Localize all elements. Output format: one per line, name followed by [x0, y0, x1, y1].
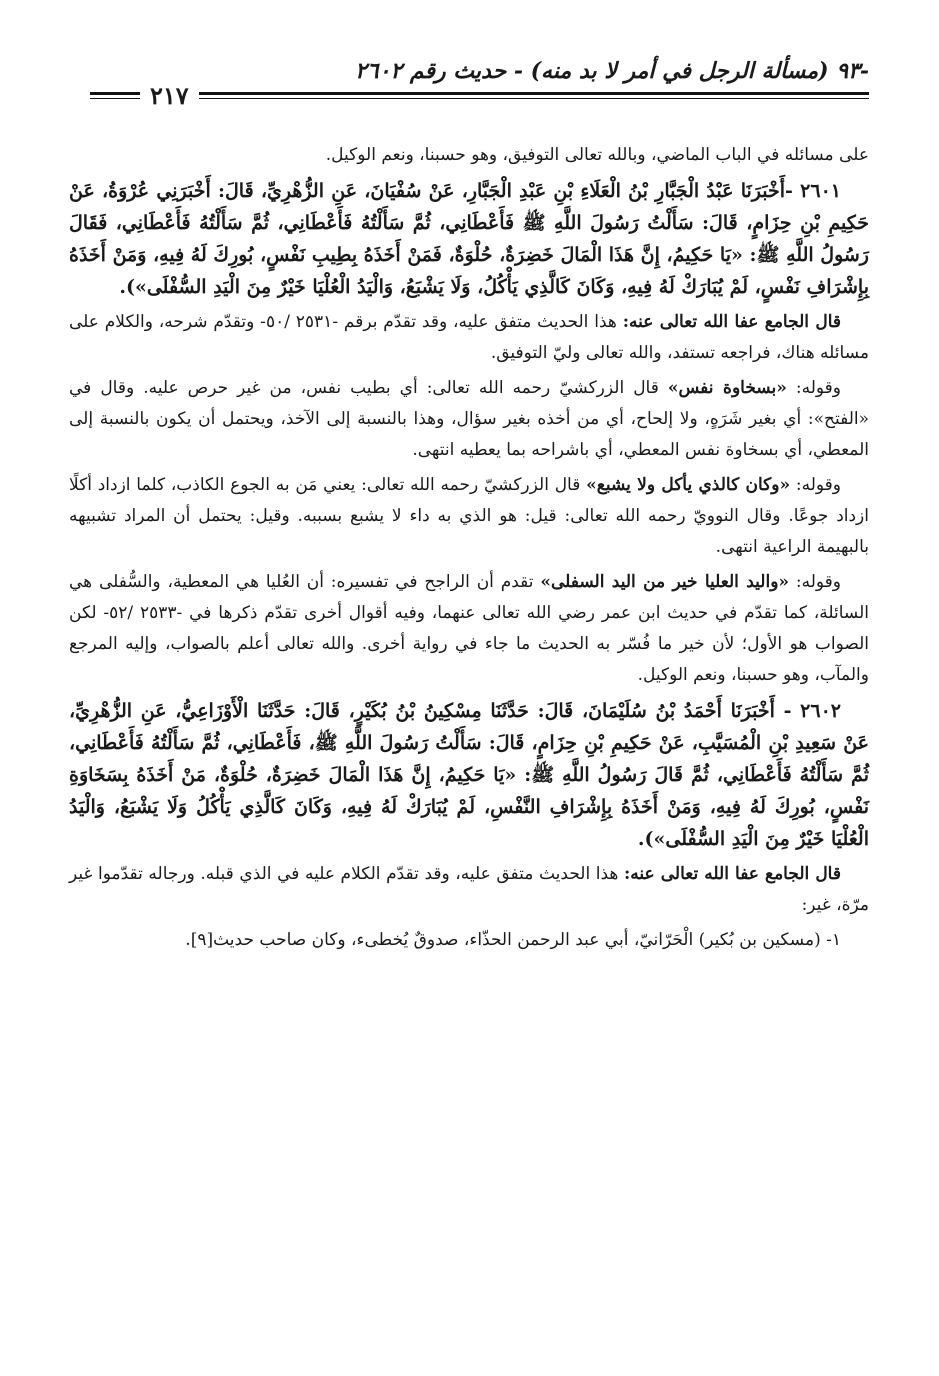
running-title: -٩٣ (مسألة الرجل في أمر لا بد منه) - حديث رقم ٢٦٠٢	[354, 58, 869, 84]
commentary-2	[69, 373, 869, 466]
narrator-note: ١- (مسكين بن بُكير) الْحَرّانيّ، أبي عبد الرحمن الحذّاء، صدوقٌ يُخطىء، وكان صاحب حديث[٩].	[185, 930, 841, 950]
commentary-lead: قال الجامع عفا الله تعالى عنه:	[622, 312, 842, 332]
commentary-lead: قال الجامع عفا الله تعالى عنه:	[623, 864, 841, 884]
paragraph-intro: على مسائله في الباب الماضي، وبالله تعالى التوفيق، وهو حسبنا، ونعم الوكيل.	[325, 145, 869, 165]
commentary-quote: «وكان كالذي يأكل ولا يشبع»	[586, 475, 791, 495]
commentary-1	[69, 307, 869, 369]
page-header	[90, 44, 869, 110]
commentary-text: قال الزركشيّ رحمه الله تعالى: أي بطيب نفس، من غير حرص عليه. وقال في «الفتح»: أي بغير شَرَهٍ، ولا إلحاح، أي من أخذه بغير سؤال، وهذا بالنسبة إلى الآخذ، ويحتمل أن يكون بالنسبة إلى المعطي، أي بسخاوة نفس المعطي، أي باشراحه بما يعطيه انتهى.	[69, 378, 869, 460]
header-rule-thin	[90, 98, 869, 99]
commentary-quote: «بسخاوة نفس»	[667, 378, 787, 398]
commentary-3	[69, 470, 869, 563]
commentary-4	[69, 567, 869, 691]
hadith-2602: ٢٦٠٢ - أَخْبَرَنَا أَحْمَدُ بْنُ سُلَيْمَانَ، قَالَ: حَدَّثَنَا مِسْكِينُ بْنُ بُكَيْرٍ، قَالَ: حَدَّثَنَا الْأَوْزَاعِيُّ، عَنِ الزُّهْرِيِّ، عَنْ سَعِيدِ بْنِ الْمُسَيَّبِ، عَنْ حَكِيمِ بْنِ حِزَامٍ، قَالَ: سَأَلْتُ رَسُولَ اللَّهِ ﷺ، فَأَعْطَانِي، ثُمَّ سَأَلْتُهُ فَأَعْطَانِي، ثُمَّ سَأَلْتُهُ فَأَعْطَانِي، ثُمَّ قَالَ رَسُولُ اللَّهِ ﷺ: «يَا حَكِيمُ، إِنَّ هَذَا الْمَالَ خَضِرَةٌ، حُلْوَةٌ، مَنْ أَخَذَهُ بِسَخَاوَةِ نَفْسٍ، بُورِكَ لَهُ فِيهِ، وَمَنْ أَخَذَهُ بِإِشْرَافِ النَّفْسِ، لَمْ يُبَارَكْ لَهُ فِيهِ، وَكَانَ كَالَّذِي يَأْكُلُ وَلَا يَشْبَعُ، وَالْيَدُ الْعُلْيَا خَيْرٌ مِنَ الْيَدِ السُّفْلَى»).	[69, 700, 869, 850]
commentary-prefix: وقوله:	[786, 378, 842, 398]
commentary-text: تقدم أن الراجح في تفسيره: أن العُليا هي المعطية، والسُّفلى هي السائلة، كما تقدّم في حديث ابن عمر رضي الله تعالى عنهما، وفيه أقوال أخرى تقدّم ذكرها في -٢٥٣٣ /٥٢- لكن الصواب هو الأول؛ لأن خير ما فُسّر به الحديث ما جاء في رواية أخرى. والله تعالى أعلم بالصواب، وإليه المرجع والمآب، وهو حسبنا، ونعم الوكيل.	[69, 572, 869, 685]
commentary-prefix: وقوله:	[790, 475, 841, 495]
commentary-5	[69, 859, 869, 921]
page-body	[69, 140, 869, 960]
commentary-text: هذا الحديث متفق عليه، وقد تقدّم برقم -٢٥٣١ /٥٠- وتقدّم شرحه، والكلام على مسائله هناك، فراجعه تستفد، والله تعالى وليّ التوفيق.	[69, 312, 869, 363]
header-rule-thick	[90, 92, 869, 95]
commentary-prefix: وقوله:	[789, 572, 842, 592]
page-number: ٢١٧	[140, 81, 199, 110]
commentary-quote: «واليد العليا خير من اليد السفلى»	[540, 572, 790, 592]
hadith-2601: ٢٦٠١ -أَخْبَرَنَا عَبْدُ الْجَبَّارِ بْنُ الْعَلَاءِ بْنِ عَبْدِ الْجَبَّارِ، عَنْ سُفْيَانَ، عَنِ الزُّهْرِيِّ، قَالَ: أَخْبَرَنِي عُرْوَةُ، عَنْ حَكِيمِ بْنِ حِزَامٍ، قَالَ: سَأَلْتُ رَسُولَ اللَّهِ ﷺ فَأَعْطَانِي، ثُمَّ سَأَلْتُهُ فَأَعْطَانِي، ثُمَّ سَأَلْتُهُ فَأَعْطَانِي، فَقَالَ رَسُولُ اللَّهِ ﷺ: «يَا حَكِيمُ، إِنَّ هَذَا الْمَالَ خَضِرَةٌ، حُلْوَةٌ، فَمَنْ أَخَذَهُ بِطِيبِ نَفْسٍ، بُورِكَ لَهُ فِيهِ، وَمَنْ أَخَذَهُ بِإِشْرَافِ نَفْسٍ، لَمْ يُبَارَكْ لَهُ فِيهِ، وَكَانَ كَالَّذِي يَأْكُلُ، وَلَا يَشْبَعُ، وَالْيَدُ الْعُلْيَا خَيْرٌ مِنَ الْيَدِ السُّفْلَى»).	[69, 180, 869, 298]
commentary-text: قال الزركشيّ رحمه الله تعالى: يعني مَن به الجوع الكاذب، كلما ازداد أكلًا ازداد جوعًا. وقال النوويّ رحمه الله تعالى: قيل: هو الذي به داء لا يشبع بسببه. وقيل: يحتمل أن المراد تشبيهه بالبهيمة الراعية انتهى.	[69, 475, 869, 557]
commentary-text: هذا الحديث متفق عليه، وقد تقدّم الكلام عليه في الذي قبله. ورجاله تقدّموا غير مرّة، غير:	[69, 864, 869, 915]
